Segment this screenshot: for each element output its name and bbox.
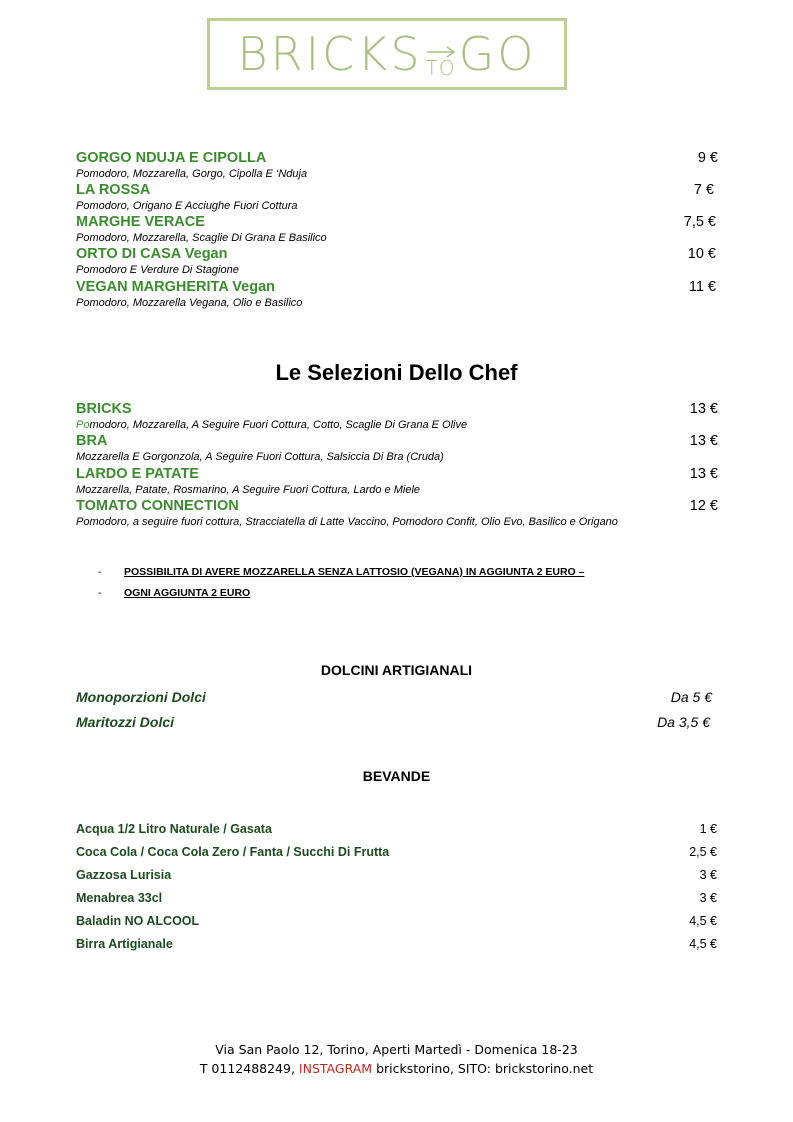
- menu-item: [76, 466, 718, 497]
- logo-text-to: TO: [425, 56, 456, 80]
- menu-item: [76, 279, 718, 310]
- item-name: TOMATO CONNECTION: [76, 498, 239, 514]
- note-item: [98, 566, 584, 587]
- item-price: 10 €: [687, 246, 716, 262]
- drink-price: 3 €: [699, 868, 717, 882]
- footer-contacts: [0, 1059, 793, 1078]
- menu-item: [76, 182, 718, 213]
- drink-item: [76, 937, 717, 951]
- note-item: [98, 587, 584, 608]
- note-text: POSSIBILITA DI AVERE MOZZARELLA SENZA LATTOSIO (VEGANA) IN AGGIUNTA 2 EURO –: [124, 566, 585, 578]
- menu-item: [76, 150, 718, 181]
- item-desc: Pomodoro, Mozzarella, Gorgo, Cipolla E ‘Nduja: [76, 168, 308, 180]
- dessert-name: Maritozzi Dolci: [76, 714, 175, 730]
- drink-item: [76, 914, 717, 928]
- menu-item: [76, 433, 718, 464]
- logo-arrow-to: [426, 46, 456, 78]
- dessert-item: [76, 714, 712, 730]
- drink-price: 1 €: [699, 822, 717, 836]
- footer-site: brickstorino, SITO: brickstorino.net: [372, 1061, 594, 1076]
- item-desc: Pomodoro, Mozzarella Vegana, Olio e Basilico: [76, 297, 303, 309]
- item-price: 13 €: [689, 466, 718, 482]
- logo-text-bricks: BRICKS: [237, 27, 423, 81]
- drink-price: 3 €: [699, 891, 717, 905]
- dessert-name: Monoporzioni Dolci: [76, 689, 206, 705]
- item-price: 13 €: [689, 433, 718, 449]
- drink-name: Baladin NO ALCOOL: [76, 914, 200, 928]
- item-price: 13 €: [689, 401, 718, 417]
- item-desc: Pomodoro, Origano E Acciughe Fuori Cottura: [76, 200, 298, 212]
- menu-item: [76, 246, 718, 277]
- item-desc: Pomodoro, Mozzarella, Scaglie Di Grana E Basilico: [76, 232, 327, 244]
- drink-item: [76, 891, 717, 905]
- item-price: 7,5 €: [683, 214, 716, 230]
- section-title-chef: Le Selezioni Dello Chef: [275, 360, 518, 385]
- drink-price: 2,5 €: [689, 845, 717, 859]
- note-dash: -: [98, 566, 102, 578]
- drink-name: Coca Cola / Coca Cola Zero / Fanta / Succhi Di Frutta: [76, 845, 390, 859]
- dessert-price: Da 3,5 €: [657, 714, 710, 730]
- item-price: 12 €: [689, 498, 718, 514]
- menu-item: [76, 498, 718, 529]
- item-desc-green: Po: [76, 419, 90, 431]
- drink-name: Gazzosa Lurisia: [76, 868, 172, 882]
- notes-list: [98, 566, 584, 608]
- drink-name: Menabrea 33cl: [76, 891, 163, 905]
- footer-phone: T 0112488249,: [199, 1061, 299, 1076]
- menu-item: [76, 401, 718, 432]
- drink-name: Acqua 1/2 Litro Naturale / Gasata: [76, 822, 272, 836]
- item-price: 7 €: [693, 182, 714, 198]
- instagram-link[interactable]: INSTAGRAM: [298, 1061, 373, 1076]
- item-name: LA ROSSA: [76, 182, 151, 198]
- item-desc: Mozzarella, Patate, Rosmarino, A Seguire Fuori Cottura, Lardo e Miele: [76, 484, 421, 496]
- footer: [0, 1040, 793, 1078]
- note-text: OGNI AGGIUNTA 2 EURO: [124, 587, 251, 599]
- drink-item: [76, 845, 717, 859]
- item-name: VEGAN MARGHERITA Vegan: [76, 279, 275, 295]
- dessert-price: Da 5 €: [670, 689, 712, 705]
- section-title-desserts: DOLCINI ARTIGIANALI: [320, 662, 473, 678]
- menu-item: [76, 214, 718, 245]
- item-desc-rest: modoro, Mozzarella, A Seguire Fuori Cottura, Cotto, Scaglie Di Grana E Olive: [89, 419, 468, 431]
- item-price: 9 €: [697, 150, 718, 166]
- note-dash: -: [98, 587, 102, 599]
- item-desc: Pomodoro E Verdure Di Stagione: [76, 264, 239, 276]
- dessert-item: [76, 689, 712, 705]
- logo: [207, 18, 567, 90]
- drink-name: Birra Artigianale: [76, 937, 173, 951]
- section-title-drinks: BEVANDE: [362, 768, 431, 784]
- item-desc: Pomodoro, a seguire fuori cottura, Stracciatella di Latte Vaccino, Pomodoro Confit, Olio Evo, Basilico e Origano: [76, 516, 618, 528]
- item-name: LARDO E PATATE: [76, 466, 199, 482]
- item-price: 11 €: [688, 279, 716, 295]
- logo-text-go: GO: [458, 27, 537, 81]
- item-name: GORGO NDUJA E CIPOLLA: [76, 150, 267, 166]
- drink-item: [76, 868, 717, 882]
- item-name: BRICKS: [76, 401, 132, 417]
- item-desc: Mozzarella E Gorgonzola, A Seguire Fuori Cottura, Salsiccia Di Bra (Cruda): [76, 451, 444, 463]
- drink-item: [76, 822, 717, 836]
- item-desc: [76, 418, 718, 432]
- item-name: MARGHE VERACE: [76, 214, 205, 230]
- drink-price: 4,5 €: [689, 914, 717, 928]
- drink-price: 4,5 €: [689, 937, 717, 951]
- item-name: ORTO DI CASA Vegan: [76, 246, 228, 262]
- footer-address: Via San Paolo 12, Torino, Aperti Martedì - Domenica 18-23: [215, 1042, 578, 1057]
- item-name: BRA: [76, 433, 108, 449]
